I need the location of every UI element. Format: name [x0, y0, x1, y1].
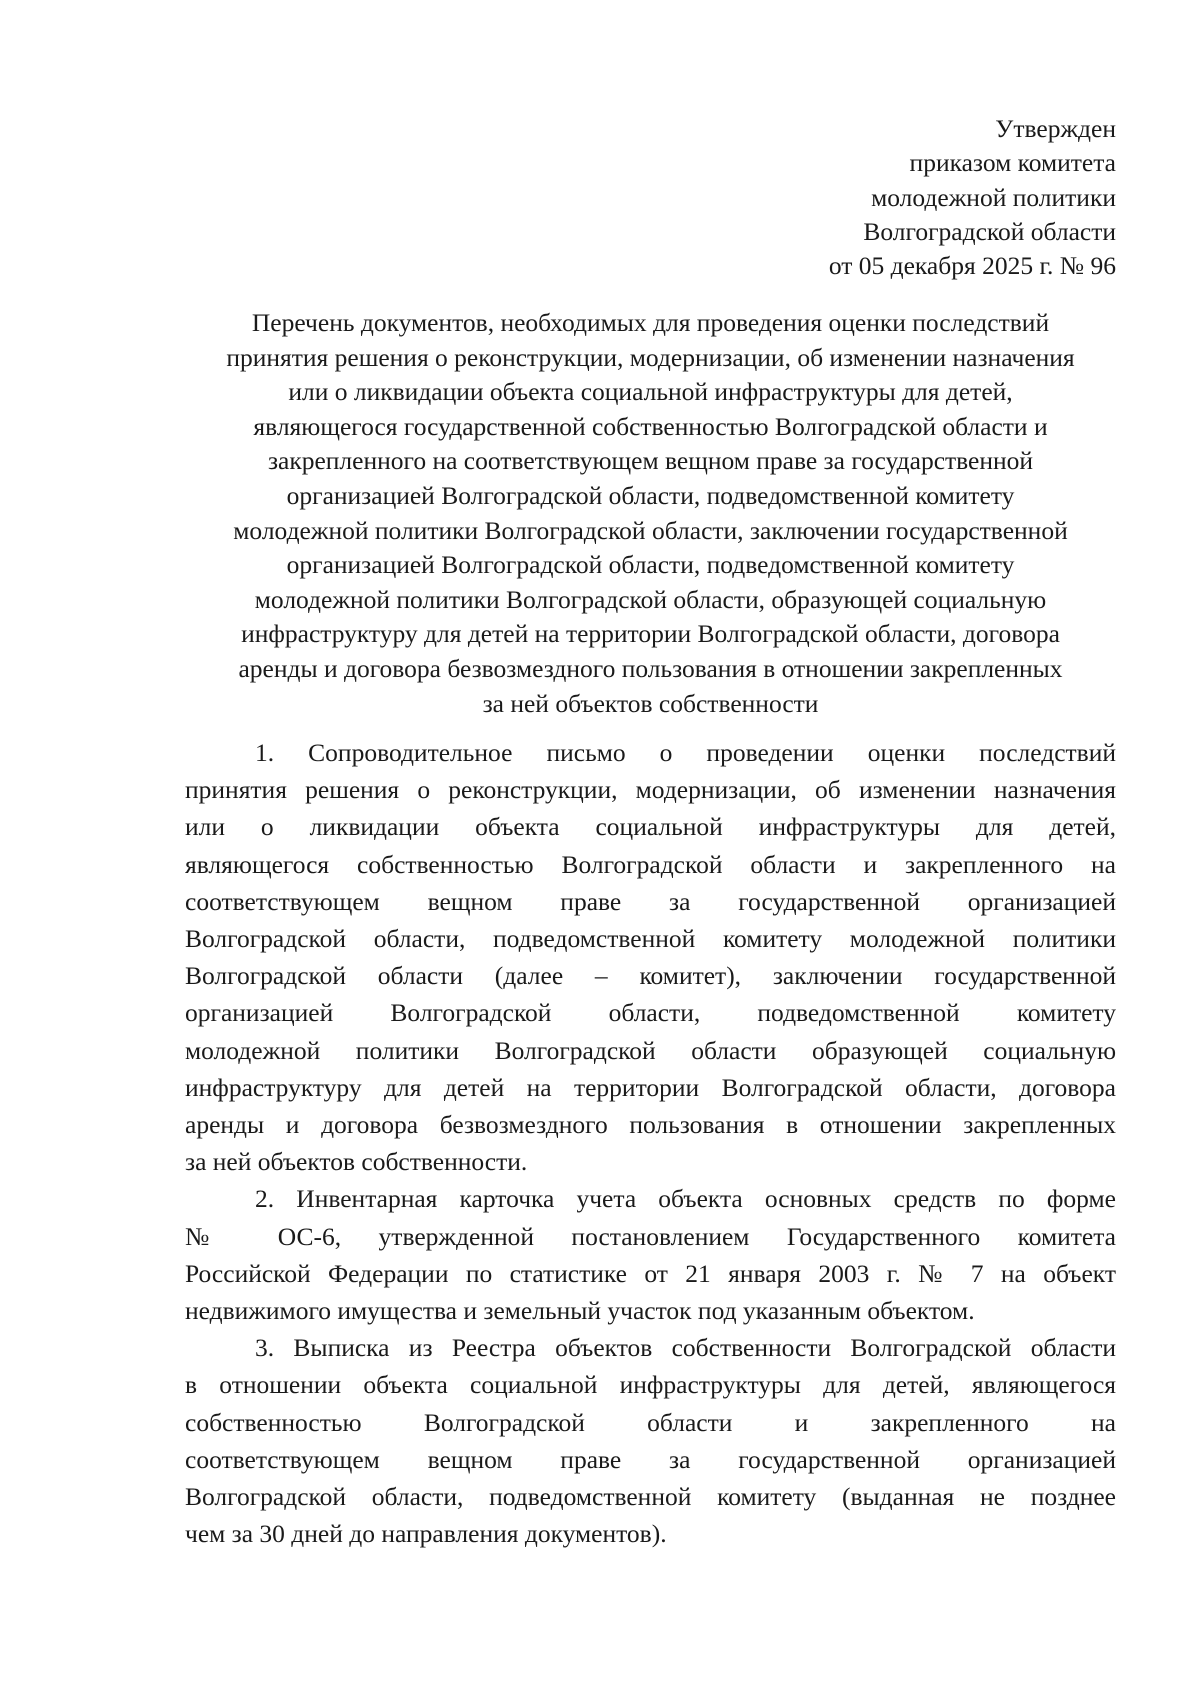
approval-line: молодежной политики	[871, 182, 1116, 212]
paragraph-line: Волгоградской области, подведомственной комитету молодежной политики	[185, 924, 1116, 954]
paragraph-line: инфраструктуру для детей на территории Волгоградской области, договора	[185, 1072, 1116, 1102]
document-title	[185, 306, 1116, 721]
title-line: принятия решения о реконструкции, модернизации, об изменении назначения	[226, 342, 1075, 372]
title-line: являющегося государственной собственностью Волгоградской области и	[253, 411, 1048, 441]
paragraph-line: за ней объектов собственности.	[185, 1147, 528, 1177]
paragraph-line: Волгоградской области (далее – комитет), заключении государственной	[185, 961, 1116, 991]
approval-stamp	[829, 112, 1116, 283]
approval-line: Утвержден	[995, 114, 1116, 143]
paragraph-line: являющегося собственностью Волгоградской области и закрепленного на	[185, 849, 1116, 879]
paragraph-line: молодежной политики Волгоградской области образующей социальную	[185, 1035, 1116, 1065]
title-line: организацией Волгоградской области, подведомственной комитету	[286, 480, 1015, 510]
paragraph-line: Российской Федерации по статистике от 21 января 2003 г. № 7 на объект	[185, 1258, 1116, 1288]
title-line: молодежной политики Волгоградской области, заключении государственной	[233, 515, 1068, 545]
paragraph-line: соответствующем вещном праве за государственной организацией	[185, 886, 1116, 916]
document-body	[185, 734, 1116, 1552]
paragraph-line: недвижимого имущества и земельный участок под указанным объектом.	[185, 1296, 975, 1326]
paragraph-line: организацией Волгоградской области, подведомственной комитету	[185, 998, 1116, 1028]
paragraph-line: 3. Выписка из Реестра объектов собственности Волгоградской области	[255, 1333, 1116, 1363]
paragraph-line: чем за 30 дней до направления документов).	[185, 1519, 667, 1549]
title-line: аренды и договора безвозмездного пользования в отношении закрепленных	[238, 653, 1063, 683]
paragraph-line: Волгоградской области, подведомственной комитету (выданная не позднее	[185, 1482, 1116, 1512]
approval-line: от 05 декабря 2025 г. № 96	[828, 251, 1116, 281]
title-line: или о ликвидации объекта социальной инфраструктуры для детей,	[288, 377, 1013, 407]
paragraph-line: 2. Инвентарная карточка учета объекта основных средств по форме	[255, 1184, 1116, 1214]
list-item-3	[185, 1329, 1116, 1552]
title-line: молодежной политики Волгоградской области, образующей социальную	[254, 584, 1047, 614]
list-item-1	[185, 734, 1116, 1180]
title-line: закрепленного на соответствующем вещном праве за государственной	[267, 446, 1034, 476]
paragraph-line: принятия решения о реконструкции, модернизации, об изменении назначения	[185, 775, 1116, 805]
list-item-2	[185, 1180, 1116, 1329]
paragraph-line: собственностью Волгоградской области и закрепленного на	[185, 1407, 1116, 1437]
approval-line: Волгоградской области	[863, 216, 1116, 246]
paragraph-line: в отношении объекта социальной инфраструктуры для детей, являющегося	[185, 1370, 1116, 1400]
approval-line: приказом комитета	[909, 148, 1116, 178]
paragraph-line: аренды и договора безвозмездного пользования в отношении закрепленных	[185, 1110, 1116, 1140]
paragraph-line: соответствующем вещном праве за государственной организацией	[185, 1444, 1116, 1474]
title-line: Перечень документов, необходимых для проведения оценки последствий	[251, 308, 1050, 337]
paragraph-line: № ОС-6, утвержденной постановлением Государственного комитета	[185, 1221, 1116, 1251]
paragraph-line: или о ликвидации объекта социальной инфраструктуры для детей,	[185, 812, 1116, 842]
title-line: за ней объектов собственности	[482, 688, 819, 718]
paragraph-line: 1. Сопроводительное письмо о проведении оценки последствий	[255, 738, 1116, 767]
title-line: организацией Волгоградской области, подведомственной комитету	[286, 550, 1015, 580]
title-line: инфраструктуру для детей на территории Волгоградской области, договора	[241, 619, 1060, 649]
